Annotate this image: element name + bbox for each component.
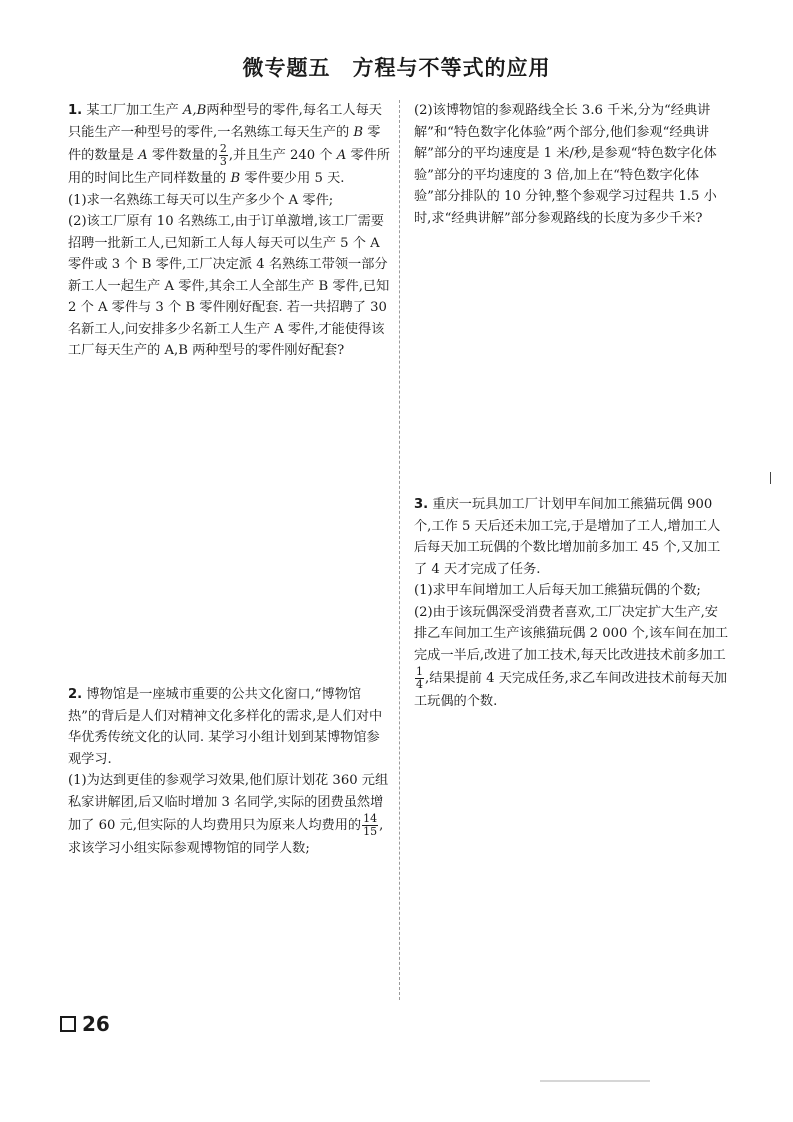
page-number: 26 — [60, 1012, 110, 1036]
page-marker-icon — [60, 1016, 76, 1032]
title-part-2: 方程与不等式的应用 — [352, 56, 551, 80]
question-2-part-1: (1)为达到更佳的参观学习效果,他们原计划花 360 元组私家讲解团,后又临时增加 3 名同学,实际的团费虽然增加了 60 元,但实际的人均费用只为原来人均费用的 $\frac{14}{15}$ ,求该学习小组实际参观博物馆的同学人数; — [68, 773, 389, 856]
scan-smudge — [540, 1080, 650, 1082]
fraction-one-quarter: $\frac{1}{4}$ — [416, 665, 423, 691]
margin-mark — [770, 472, 771, 484]
question-2-stem: 2. 博物馆是一座城市重要的公共文化窗口,“博物馆热”的背后是人们对精神文化多样化的需求,是人们对中华优秀传统文化的认同. 某学习小组计划到某博物馆参观学习. — [68, 687, 383, 767]
fraction-fourteen-fifteenths: $\frac{14}{15}$ — [363, 812, 378, 838]
question-3-stem: 3. 重庆一玩具加工厂计划甲车间加工熊猫玩偶 900 个,工作 5 天后还未加工完,于是增加了工人,增加工人后每天加工玩偶的个数比增加前多加工 45 个,又加工了 4 天才完成了任务. — [414, 497, 721, 577]
question-3 — [414, 494, 730, 713]
question-3-number: 3. — [414, 497, 429, 512]
question-3-part-2: (2)由于该玩偶深受消费者喜欢,工厂决定扩大生产,安排乙车间加工生产该熊猫玩偶 2 000 个,该车间在加工完成一半后,改进了加工技术,每天比改进技术前多加工 $\frac{1}{4}$ ,结果提前 4 天完成任务,求乙车间改进技术前每天加工玩偶的个数. — [414, 604, 729, 709]
question-2-continued — [414, 100, 730, 229]
question-1-part-2: (2)该工厂原有 10 名熟练工,由于订单激增,该工厂需要招聘一批新工人,已知新工人每人每天可以生产 5 个 A 零件或 3 个 B 零件,工厂决定派 4 名熟练工带领一部分新工人一起生产 A 零件,其余工人全部生产 B 零件,已知 2 个 A 零件与 3 个 B 零件刚好配套. 若一共招聘了 30 名新工人,问安排多少名新工人生产 A 零件,才能使得该工厂每天生产的 A,B 两种型号的零件刚好配套? — [68, 214, 390, 358]
question-1 — [68, 100, 390, 362]
question-2 — [68, 684, 390, 860]
fraction-two-thirds: $\frac{2}{3}$ — [219, 142, 227, 168]
question-1-part-1: (1)求一名熟练工每天可以生产多少个 A 零件; — [68, 192, 334, 208]
question-1-number: 1. — [68, 103, 83, 118]
question-3-part-1: (1)求甲车间增加工人后每天加工熊猫玩偶的个数; — [414, 583, 701, 598]
title-part-1: 微专题五 — [242, 56, 331, 80]
column-divider — [399, 100, 400, 1000]
page-title — [0, 52, 793, 82]
question-2-number: 2. — [68, 687, 83, 702]
question-2-part-2: (2)该博物馆的参观路线全长 3.6 千米,分为“经典讲解”和“特色数字化体验”两个部分,他们参观“经典讲解”部分的平均速度是 1 米/秒,是参观“特色数字化体验”部分的平均速度的 3 倍,加上在“特色数字化体验”部分排队的 10 分钟,整个参观学习过程共 1.5 小时,求“经典讲解”部分参观路线的长度为多少千米? — [414, 103, 717, 226]
question-1-stem: 1. 某工厂加工生产 A,B两种型号的零件,每名工人每天只能生产一种型号的零件,一名熟练工每天生产的 B 零件的数量是 A 零件数量的 $\frac{2}{3}$ ,并且生产 240 个 A 零件所用的时间比生产同样数量的 B 零件要少用 5 天. — [68, 103, 390, 186]
